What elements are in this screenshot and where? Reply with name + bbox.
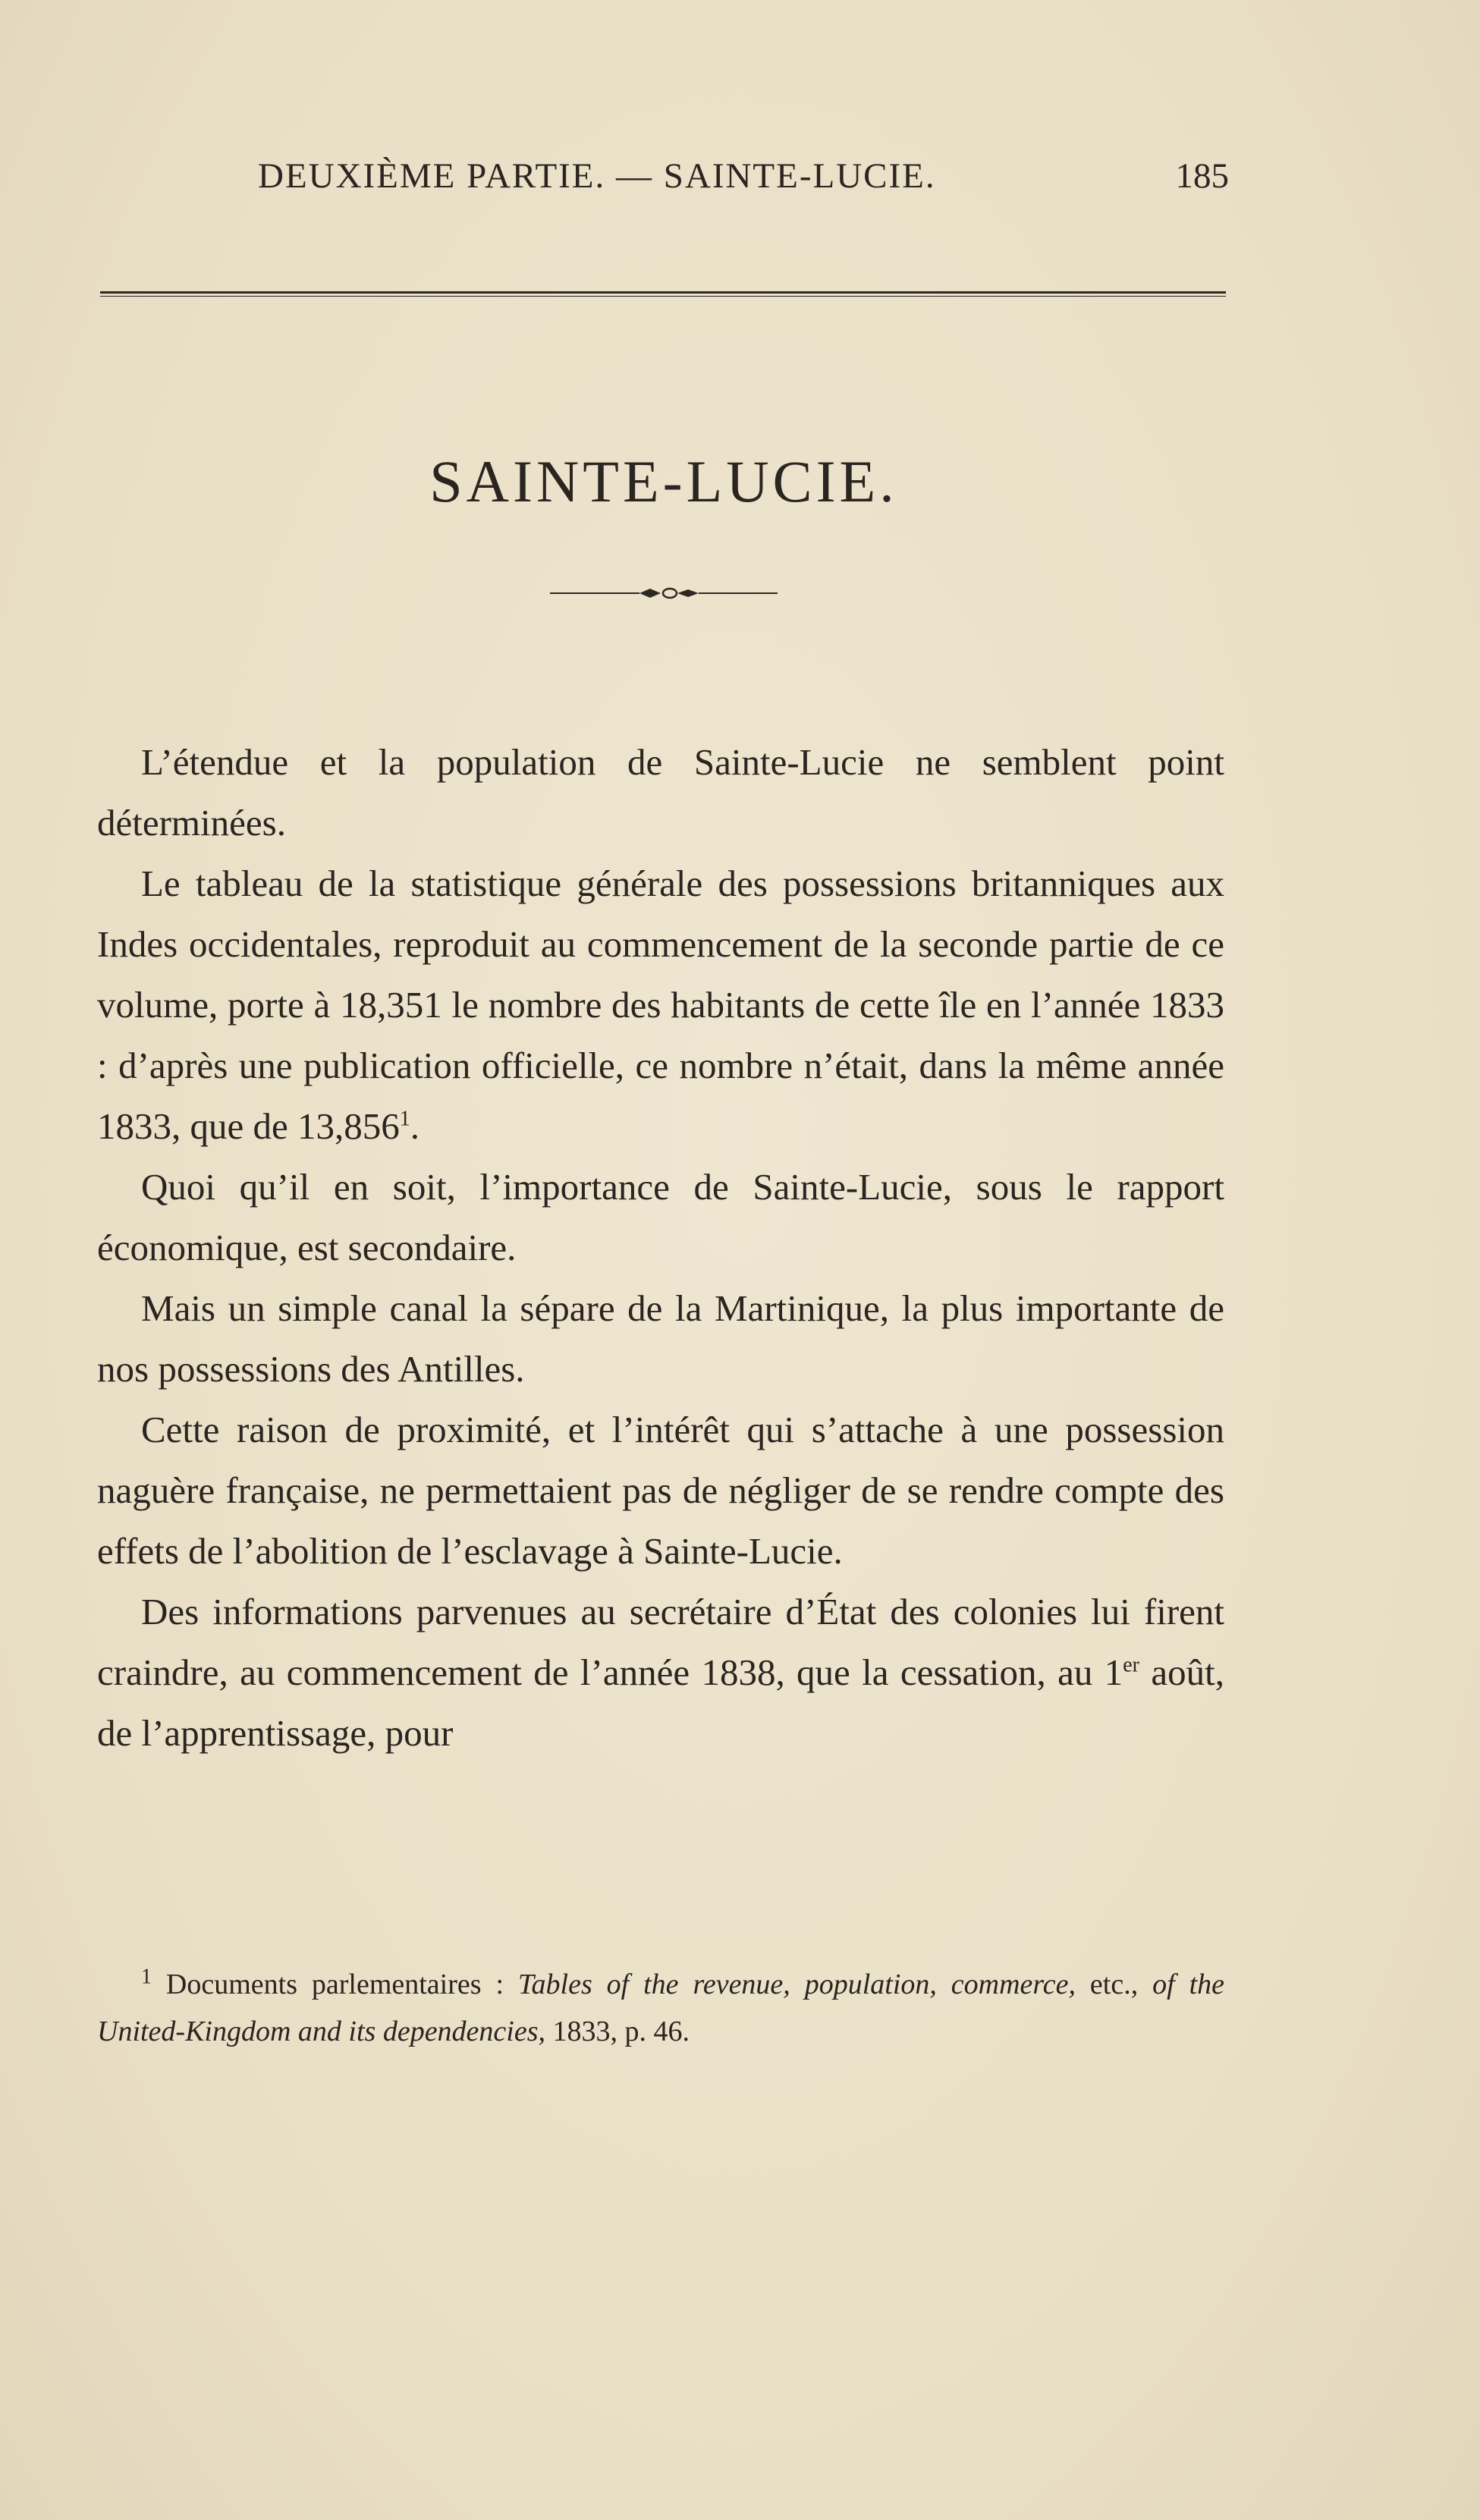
footnote-marker: 1 [141,1965,152,1989]
footnote-tail: 1833, p. 46. [545,2016,690,2047]
page-number: 185 [1175,156,1229,196]
footnote-title-1: Tables of the revenue, population, commerce, [517,1969,1076,2000]
paragraph-6 [97,1582,1224,1764]
footnote-title-2: of the United-Kingdom and its dependencies, [97,1969,1224,2047]
chapter-title: SAINTE-LUCIE. [429,448,898,514]
paragraph-6-text: Des informations parvenues au secrétaire d’État des colonies lui firent craindre, au commencement de l’année 1838, que la cessation, au 1 [97,1591,1224,1693]
paragraph-2-text: Le tableau de la statistique générale des possessions britanniques aux Indes occidentales, reproduit au commencement de la seconde partie de ce volume, porte à 18,351 le nombre des habitants de cette île en l’année 1833 : d’après une publication officielle, ce nombre n’était, dans la même année 1833, que de 13,856 [97,863,1224,1147]
paragraph-2-end: . [410,1105,419,1147]
page-header [258,156,1229,216]
paragraph-6-end: août, de l’apprentissage, pour [97,1651,1224,1754]
ordinal-superscript: er [1123,1653,1140,1677]
footnote-reference: 1 [399,1107,410,1131]
footnote-lead: Documents parlementaires : [152,1969,518,2000]
paragraph-1: L’étendue et la population de Sainte-Lucie ne semblent point déterminées. [97,741,1224,844]
footnote-1 [97,1961,1224,2055]
paragraph-3: Quoi qu’il en soit, l’importance de Sainte-Lucie, sous le rapport économique, est secondaire. [97,1166,1224,1268]
footnote [97,1961,1224,2055]
paragraph-4: Mais un simple canal la sépare de la Martinique, la plus importante de nos possessions des Antilles. [97,1287,1224,1390]
title-ornament-icon [550,584,778,602]
body-text [97,732,1224,1764]
running-title: DEUXIÈME PARTIE. — SAINTE-LUCIE. [258,156,936,196]
footnote-mid: etc., [1076,1969,1153,2000]
paragraph-2 [97,853,1224,1157]
header-double-rule [100,291,1226,297]
paragraph-5: Cette raison de proximité, et l’intérêt qui s’attache à une possession naguère française, ne permettaient pas de négliger de se rendre compte des effets de l’abolition de l’esclavage à Sainte-Lucie. [97,1409,1224,1572]
